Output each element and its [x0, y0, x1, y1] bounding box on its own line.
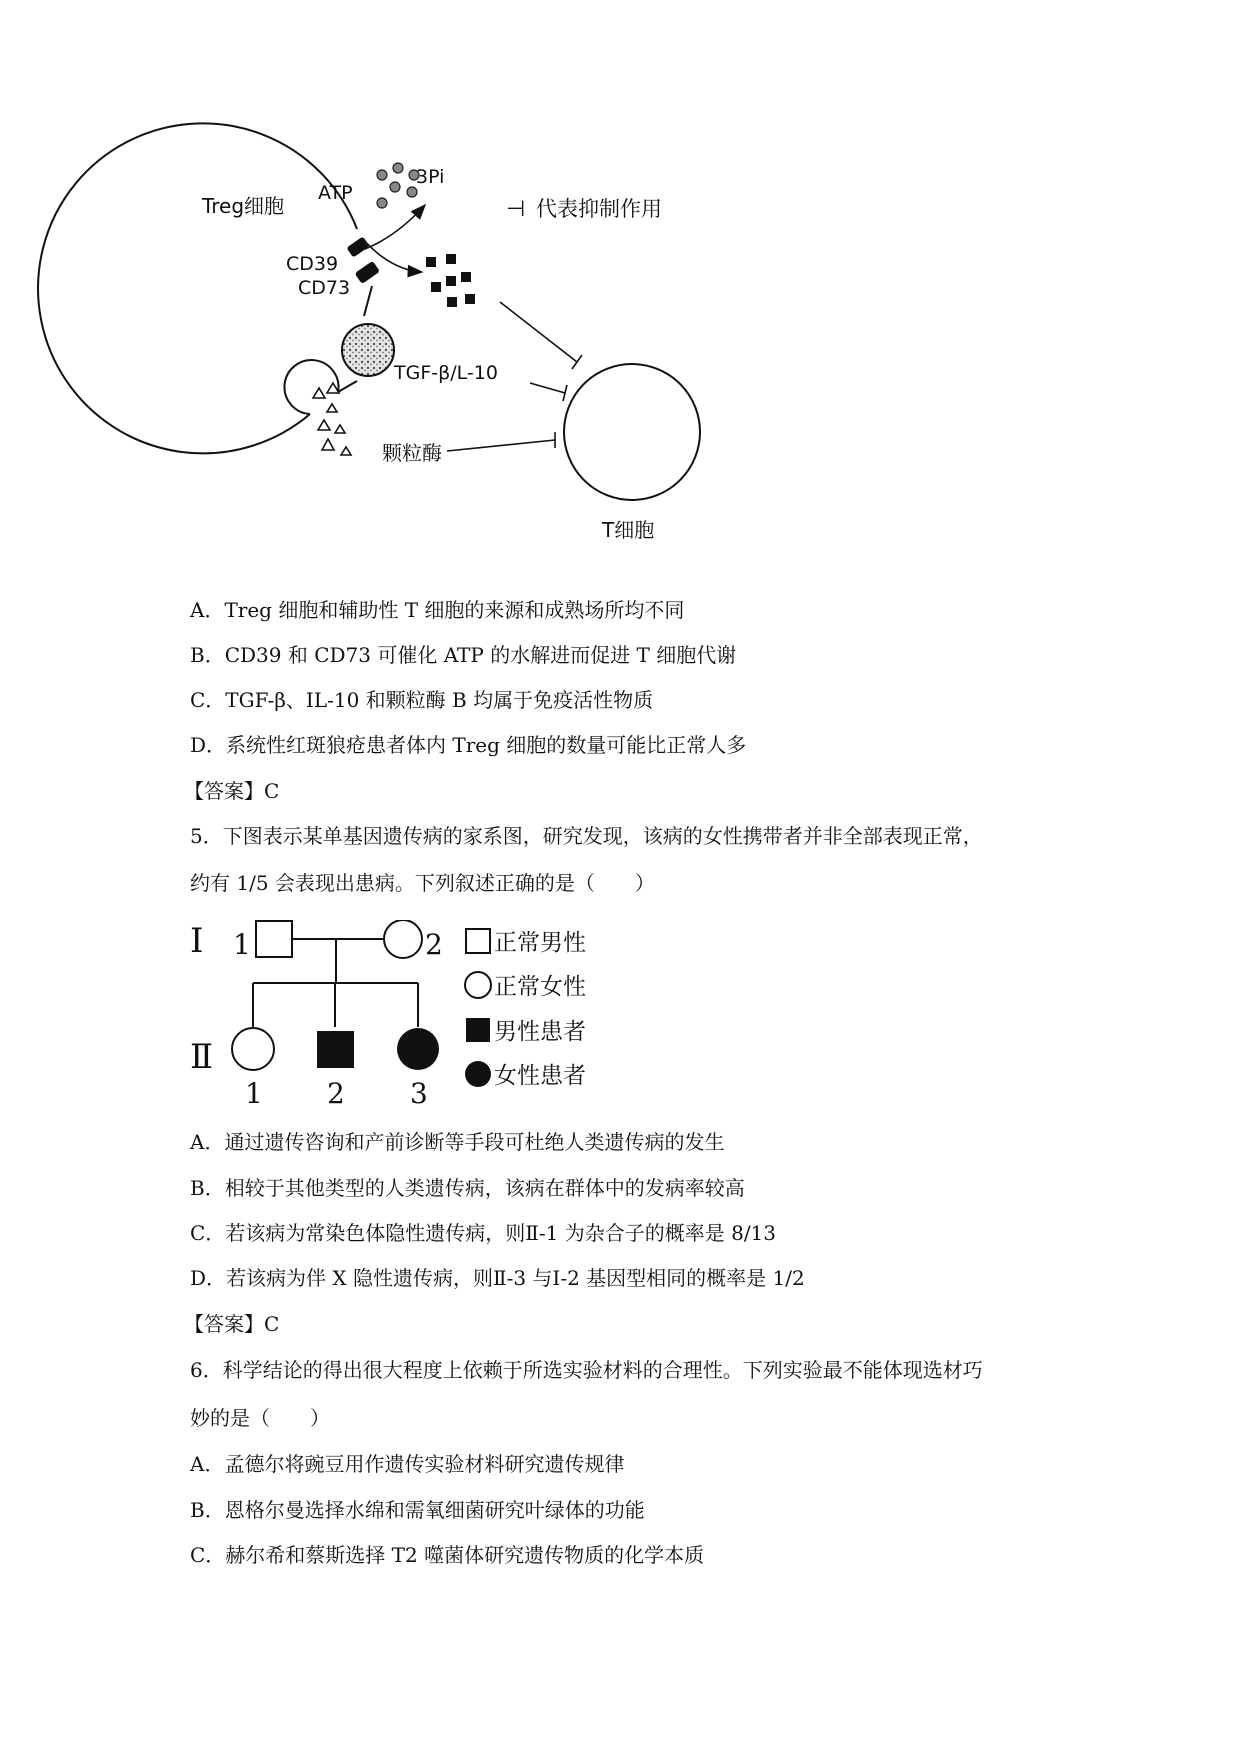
i1-normal-male [256, 921, 292, 957]
phosphate-dots [377, 163, 419, 208]
legend-normal-male: 正常男性 [494, 930, 586, 956]
legend-affected-male-symbol [466, 1018, 490, 1042]
ii2-affected-male [317, 1031, 354, 1068]
q5-stem-line2: 约有 1/5 会表现出患病。下列叙述正确的是（ ） [190, 871, 655, 895]
legend-affected-male: 男性患者 [494, 1019, 586, 1045]
gen1-label: Ⅰ [190, 921, 204, 961]
q6-option-b: B．恩格尔曼选择水绵和需氧细菌研究叶绿体的功能 [190, 1498, 645, 1522]
pi-label: 3Pi [416, 166, 445, 188]
inhibition-from-granzyme [447, 432, 555, 451]
q6-stem-line1: 6．科学结论的得出很大程度上依赖于所选实验材料的合理性。下列实验最不能体现选材巧 [190, 1358, 983, 1382]
q4-option-b: B．CD39 和 CD73 可催化 ATP 的水解进而促进 T 细胞代谢 [190, 643, 737, 667]
tcell-label: T细胞 [602, 518, 655, 542]
cd73-receptor [355, 261, 380, 284]
legend-inhibit-label: 代表抑制作用 [536, 197, 662, 221]
q5-option-b: B．相较于其他类型的人类遗传病，该病在群体中的发病率较高 [190, 1176, 745, 1200]
treg-diagram [0, 0, 1240, 560]
q6-stem-line2: 妙的是（ ） [190, 1406, 330, 1430]
tgf-label: TGF-β/L-10 [394, 362, 498, 384]
adenosine-squares [426, 254, 475, 307]
q4-option-a: A．Treg 细胞和辅助性 T 细胞的来源和成熟场所均不同 [190, 598, 685, 622]
cd73-label: CD73 [298, 277, 351, 299]
ii2-number: 2 [327, 1077, 345, 1110]
t-cell [564, 364, 700, 500]
granzyme-label: 颗粒酶 [382, 441, 442, 465]
ii3-number: 3 [410, 1077, 428, 1110]
granzyme-particles [313, 383, 351, 455]
atp-to-pi-arrow [362, 205, 425, 250]
ii1-number: 1 [245, 1077, 263, 1110]
legend-normal-male-symbol [466, 929, 490, 953]
treg-label: Treg细胞 [202, 194, 285, 218]
cd39-label: CD39 [286, 253, 339, 275]
pedigree-diagram [0, 920, 1240, 1120]
i2-normal-female [384, 920, 422, 958]
q5-option-d: D．若该病为伴 X 隐性遗传病，则Ⅱ-3 与Ⅰ-2 基因型相同的概率是 1/2 [190, 1266, 805, 1290]
gen2-label: Ⅱ [190, 1037, 214, 1077]
legend-normal-female: 正常女性 [494, 974, 586, 1000]
i2-number: 2 [425, 928, 443, 961]
q6-option-a: A．孟德尔将豌豆用作遗传实验材料研究遗传规律 [190, 1452, 625, 1476]
q6-option-c: C．赫尔希和蔡斯选择 T2 噬菌体研究遗传物质的化学本质 [190, 1543, 705, 1567]
legend-affected-female-symbol [465, 1061, 491, 1087]
q4-answer: 【答案】C [184, 779, 280, 803]
legend-affected-female: 女性患者 [494, 1063, 586, 1089]
cytokine-vesicle [342, 324, 394, 376]
ii1-normal-female [232, 1028, 274, 1070]
q4-option-c: C．TGF-β、IL-10 和颗粒酶 B 均属于免疫活性物质 [190, 688, 654, 712]
q5-option-a: A．通过遗传咨询和产前诊断等手段可杜绝人类遗传病的发生 [190, 1130, 725, 1154]
q4-option-d: D．系统性红斑狼疮患者体内 Treg 细胞的数量可能比正常人多 [190, 733, 747, 757]
legend-inhibit-symbol: ⊣ [506, 197, 526, 222]
inhibition-from-cytokines [530, 383, 567, 401]
q5-stem-line1: 5．下图表示某单基因遗传病的家系图，研究发现，该病的女性携带者并非全部表现正常， [190, 824, 983, 848]
ii3-affected-female [397, 1028, 439, 1070]
q5-option-c: C．若该病为常染色体隐性遗传病，则Ⅱ-1 为杂合子的概率是 8/13 [190, 1221, 777, 1245]
i1-number: 1 [233, 928, 251, 961]
atp-label: ATP [318, 182, 353, 204]
inhibition-from-adenosine [500, 302, 582, 369]
legend-normal-female-symbol [465, 972, 491, 998]
cd39-receptor [346, 236, 369, 257]
q5-answer: 【答案】C [184, 1312, 280, 1336]
